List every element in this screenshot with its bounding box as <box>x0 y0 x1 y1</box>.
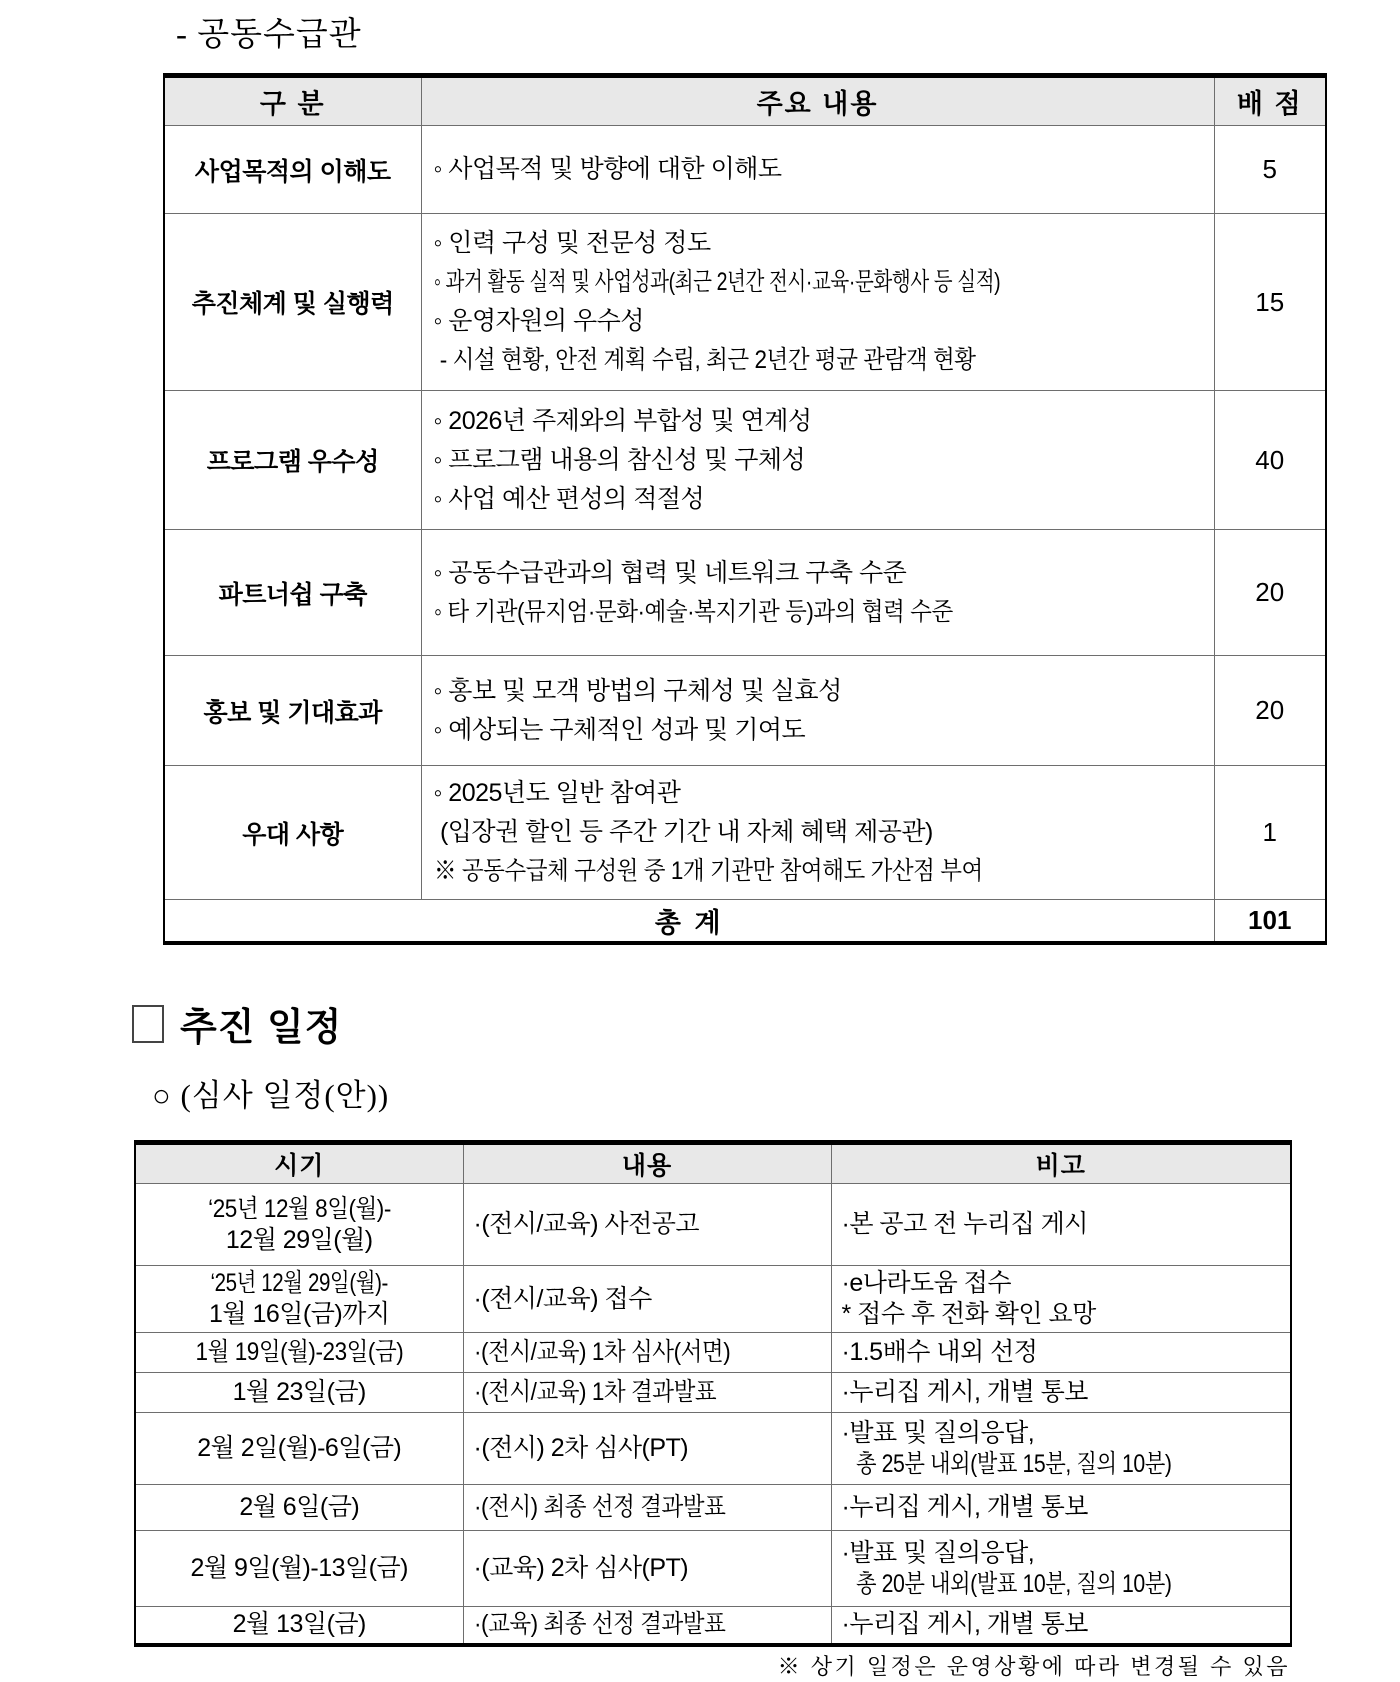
table-row <box>135 1333 1291 1373</box>
period-line: 2월 2일(월)-6일(금) <box>197 1434 402 1462</box>
section-heading <box>132 996 342 1051</box>
table-row <box>135 1607 1291 1645</box>
content-line: ·(전시/교육) 1차 심사(서면) <box>473 1338 730 1366</box>
period-line: ‘25년 12월 8일(월)- <box>207 1194 391 1223</box>
content-line: ·(전시) 2차 심사(PT) <box>473 1434 689 1462</box>
content-cell <box>421 766 1214 900</box>
table-row <box>135 1485 1291 1531</box>
category-cell: 홍보 및 기대효과 <box>164 656 421 766</box>
content-line: ◦ 사업 예산 편성의 적절성 <box>433 484 705 513</box>
period-cell <box>135 1373 463 1413</box>
note-cell <box>831 1607 1291 1645</box>
note-line: * 접수 후 전화 확인 요망 <box>841 1300 1096 1328</box>
content-line: ◦ 사업목적 및 방향에 대한 이해도 <box>433 155 782 183</box>
schedule-table-wrap <box>134 1140 1292 1647</box>
content-cell <box>463 1184 831 1266</box>
content-line: ◦ 2026년 주제와의 부합성 및 연계성 <box>433 406 812 435</box>
table-header-row <box>164 76 1326 126</box>
note-line: ·1.5배수 내외 선정 <box>841 1338 1038 1366</box>
table-header-row <box>135 1143 1291 1184</box>
content-line: ·(전시/교육) 1차 결과발표 <box>473 1378 716 1406</box>
table-row <box>164 530 1326 656</box>
content-line: ◦ 타 기관(뮤지엄·문화·예술·복지기관 등)과의 협력 수준 <box>433 597 953 626</box>
sub-heading: ○ (심사 일정(안)) <box>152 1078 390 1113</box>
score-cell: 15 <box>1214 214 1326 391</box>
content-line: ◦ 공동수급관과의 협력 및 네트워크 구축 수준 <box>433 558 907 587</box>
header-score: 배 점 <box>1214 76 1326 126</box>
category-cell: 우대 사항 <box>164 766 421 900</box>
content-line: ·(전시/교육) 접수 <box>473 1284 652 1313</box>
total-score: 101 <box>1214 900 1326 944</box>
content-line: ◦ 홍보 및 모객 방법의 구체성 및 실효성 <box>433 676 842 705</box>
category-cell: 사업목적의 이해도 <box>164 126 421 214</box>
total-row <box>164 900 1326 944</box>
period-line: 1월 19일(월)-23일(금) <box>195 1338 404 1366</box>
evaluation-table-wrap <box>163 73 1327 945</box>
category-cell: 추진체계 및 실행력 <box>164 214 421 391</box>
period-line: ‘25년 12월 29일(월)- <box>210 1269 388 1297</box>
content-cell <box>463 1485 831 1531</box>
section-heading-label: 추진 일정 <box>180 1007 343 1049</box>
content-line: ·(교육) 최종 선정 결과발표 <box>473 1610 725 1639</box>
content-line: ·(전시/교육) 사전공고 <box>473 1210 700 1238</box>
period-line: 12월 29일(월) <box>225 1225 373 1254</box>
period-cell <box>135 1413 463 1485</box>
note-cell <box>831 1373 1291 1413</box>
content-cell <box>463 1333 831 1373</box>
table-row <box>135 1184 1291 1266</box>
score-cell: 1 <box>1214 766 1326 900</box>
score-cell: 40 <box>1214 391 1326 530</box>
note-cell <box>831 1184 1291 1266</box>
content-line: ·(전시) 최종 선정 결과발표 <box>473 1493 725 1521</box>
content-cell <box>421 391 1214 530</box>
content-line: ◦ 예상되는 구체적인 성과 및 기여도 <box>433 715 806 744</box>
period-cell <box>135 1531 463 1607</box>
content-line: ·(교육) 2차 심사(PT) <box>473 1554 689 1582</box>
content-cell <box>463 1607 831 1645</box>
header-content: 내용 <box>463 1143 831 1184</box>
content-cell <box>463 1266 831 1333</box>
content-cell <box>463 1531 831 1607</box>
header-period: 시기 <box>135 1143 463 1184</box>
note-cell <box>831 1266 1291 1333</box>
content-cell <box>421 530 1214 656</box>
period-cell <box>135 1607 463 1645</box>
note-line: ·누리집 게시, 개별 통보 <box>841 1378 1088 1406</box>
category-cell: 프로그램 우수성 <box>164 391 421 530</box>
note-cell <box>831 1333 1291 1373</box>
content-line: ※ 공동수급체 구성원 중 1개 기관만 참여해도 가산점 부여 <box>433 857 983 885</box>
score-cell: 5 <box>1214 126 1326 214</box>
score-cell: 20 <box>1214 656 1326 766</box>
note-cell <box>831 1413 1291 1485</box>
content-cell <box>421 656 1214 766</box>
content-line: ◦ 프로그램 내용의 참신성 및 구체성 <box>433 445 806 474</box>
content-line: ◦ 인력 구성 및 전문성 정도 <box>433 229 711 257</box>
category-cell: 파트너쉽 구축 <box>164 530 421 656</box>
note-line: 총 25분 내외(발표 15분, 질의 10분) <box>855 1449 1172 1478</box>
table-row <box>135 1413 1291 1485</box>
note-line: 총 20분 내외(발표 10분, 질의 10분) <box>855 1569 1172 1598</box>
content-line: ◦ 과거 활동 실적 및 사업성과(최근 2년간 전시·교육·문화행사 등 실적) <box>433 268 1000 296</box>
page-title: - 공동수급관 <box>176 17 362 53</box>
evaluation-table <box>163 73 1327 945</box>
period-line: 1월 16일(금)까지 <box>208 1300 390 1328</box>
note-cell <box>831 1531 1291 1607</box>
period-cell <box>135 1266 463 1333</box>
note-line: ·e나라도움 접수 <box>841 1269 1012 1297</box>
table-row <box>164 766 1326 900</box>
period-line: 2월 6일(금) <box>239 1493 360 1521</box>
table-row <box>164 214 1326 391</box>
square-bullet-icon <box>132 1005 164 1043</box>
schedule-table <box>134 1140 1292 1647</box>
header-main-content: 주요 내용 <box>421 76 1214 126</box>
table-row <box>135 1373 1291 1413</box>
table-row <box>135 1266 1291 1333</box>
content-line: ◦ 2025년도 일반 참여관 <box>433 779 681 807</box>
table-row <box>135 1531 1291 1607</box>
period-cell <box>135 1485 463 1531</box>
footnote: ※ 상기 일정은 운영상황에 따라 변경될 수 있음 <box>777 1654 1290 1679</box>
note-line: ·발표 및 질의응답, <box>841 1538 1035 1567</box>
table-row <box>164 126 1326 214</box>
note-cell <box>831 1485 1291 1531</box>
content-line: (입장권 할인 등 주간 기간 내 자체 혜택 제공관) <box>433 818 933 846</box>
total-label: 총 계 <box>164 900 1214 944</box>
header-category: 구 분 <box>164 76 421 126</box>
table-row <box>164 391 1326 530</box>
note-line: ·본 공고 전 누리집 게시 <box>841 1210 1088 1238</box>
period-line: 2월 9일(월)-13일(금) <box>190 1554 408 1582</box>
content-cell <box>463 1373 831 1413</box>
note-line: ·누리집 게시, 개별 통보 <box>841 1493 1088 1521</box>
table-row <box>164 656 1326 766</box>
period-cell <box>135 1184 463 1266</box>
content-cell <box>421 214 1214 391</box>
period-line: 2월 13일(금) <box>232 1610 366 1639</box>
content-line: ◦ 운영자원의 우수성 <box>433 307 644 335</box>
content-cell <box>421 126 1214 214</box>
score-cell: 20 <box>1214 530 1326 656</box>
note-line: ·누리집 게시, 개별 통보 <box>841 1610 1088 1639</box>
content-cell <box>463 1413 831 1485</box>
content-line: - 시설 현황, 안전 계획 수립, 최근 2년간 평균 관람객 현황 <box>433 346 976 374</box>
note-line: ·발표 및 질의응답, <box>841 1418 1035 1447</box>
period-cell <box>135 1333 463 1373</box>
header-note: 비고 <box>831 1143 1291 1184</box>
period-line: 1월 23일(금) <box>232 1378 366 1406</box>
